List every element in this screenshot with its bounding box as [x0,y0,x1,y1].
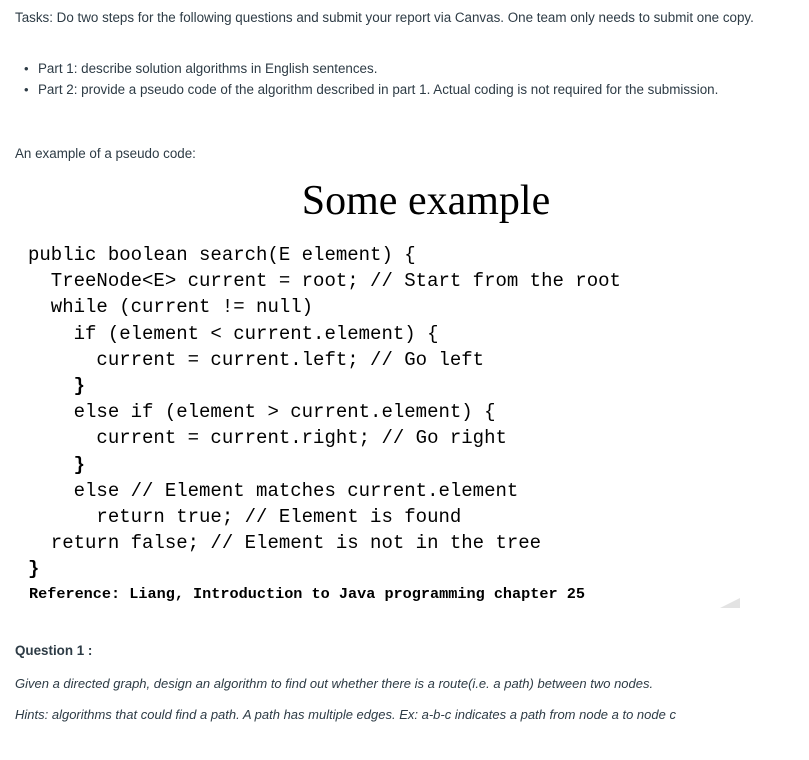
code-line: } [28,453,86,476]
code-line: if (element < current.element) { [28,322,439,345]
code-line: TreeNode<E> current = root; // Start from the root [28,270,621,293]
example-image-title: Some example [301,178,551,224]
bullet-icon: • [24,82,29,97]
code-line: while (current != null) [28,296,314,319]
question-heading: Question 1 : [15,643,93,658]
bullet-icon: • [24,61,29,76]
code-line: } [28,558,40,581]
task-item-part1: Part 1: describe solution algorithms in English sentences. [38,61,378,76]
code-line: current = current.left; // Go left [28,348,485,371]
corner-decoration-icon [720,598,740,608]
code-line: else // Element matches current.element [28,479,519,502]
question-text: Given a directed graph, design an algorithm to find out whether there is a route(i.e. a path) between two nodes. [15,676,654,691]
hint-text: Hints: algorithms that could find a path. A path has multiple edges. Ex: a-b-c indicates a path from node a to node c [15,707,676,722]
task-list [24,58,794,100]
code-line: return false; // Element is not in the tree [28,532,542,555]
example-intro: An example of a pseudo code: [15,146,196,161]
code-line: return true; // Element is found [28,505,462,528]
task-item-part2: Part 2: provide a pseudo code of the algorithm described in part 1. Actual coding is not required for the submission. [38,82,719,97]
code-line: else if (element > current.element) { [28,401,496,424]
list-item [24,79,794,100]
reference-text: Reference: Liang, Introduction to Java programming chapter 25 [29,585,585,603]
tasks-paragraph: Tasks: Do two steps for the following questions and submit your report via Canvas. One team only needs to submit one copy. [15,10,754,25]
code-line: current = current.right; // Go right [28,427,507,450]
pseudo-code-block [28,242,621,582]
code-line: } [28,374,86,397]
list-item [24,58,794,79]
code-line: public boolean search(E element) { [28,244,416,266]
